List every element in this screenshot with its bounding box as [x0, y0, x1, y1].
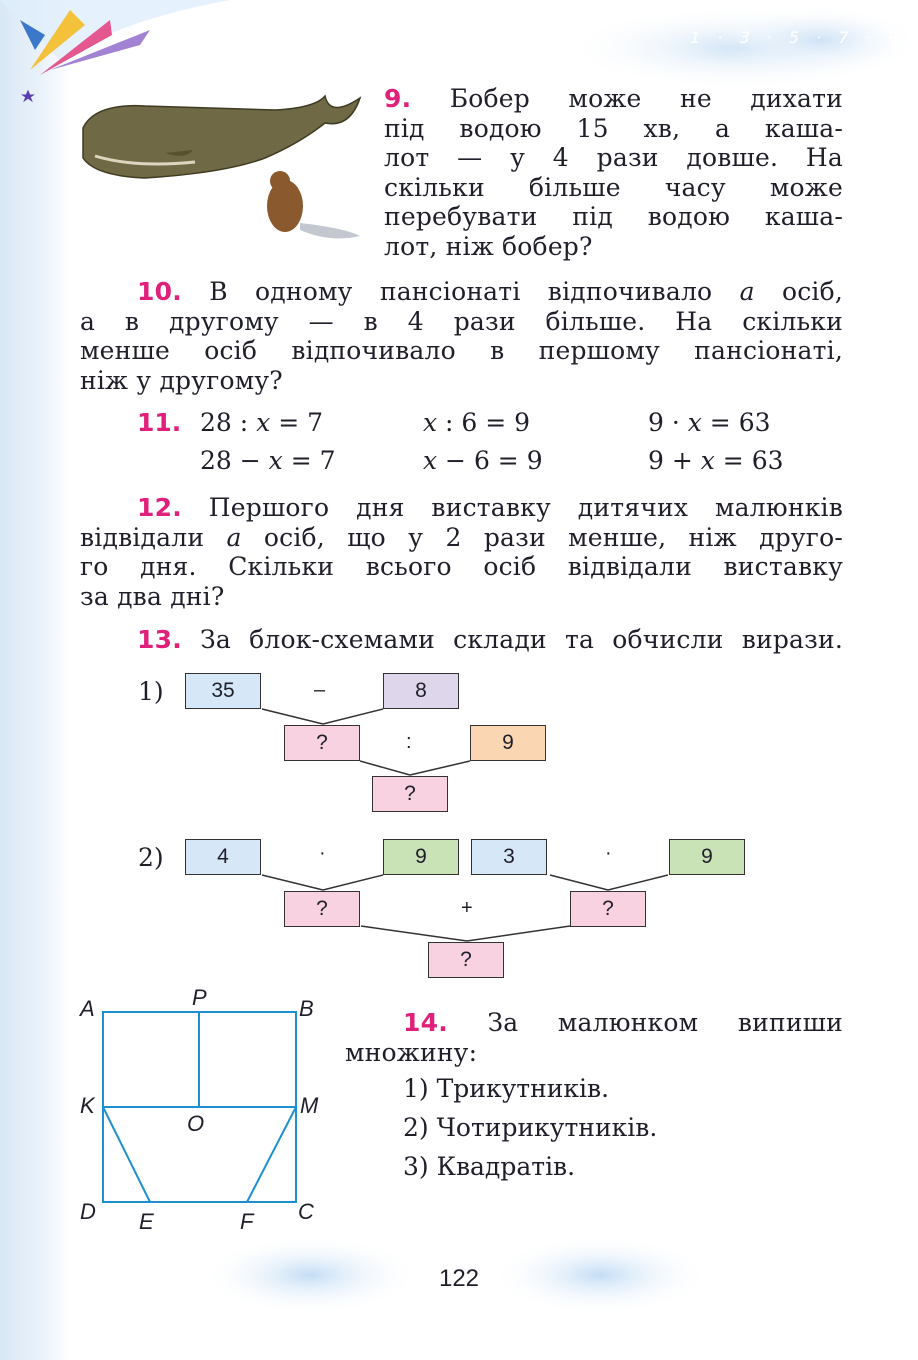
task-text: ніж у другому? [80, 365, 283, 395]
equation: 28 − x = 7 [200, 446, 336, 475]
scheme-2-op-plus: + [461, 897, 473, 919]
point-label-k: K [80, 1093, 95, 1118]
task-text: В одному пансіонаті відпочивало [209, 277, 740, 306]
task-11-number: 11. [137, 408, 182, 437]
point-label-d: D [80, 1199, 96, 1224]
point-label-o: O [187, 1111, 205, 1136]
scheme-1-box-a: 35 [185, 673, 261, 709]
task-number: 9. [384, 84, 412, 113]
point-label-a: A [80, 996, 95, 1021]
equation: x − 6 = 9 [423, 446, 543, 475]
task-text: під водою 15 хв, а каша- [384, 113, 843, 143]
task-text: множину: [345, 1037, 478, 1067]
task-number: 12. [137, 493, 182, 522]
task-text: лот, ніж бобер? [384, 231, 593, 261]
scheme-2-op-multiply-2: · [605, 842, 612, 864]
scheme-2-result: ? [428, 942, 504, 978]
task-number: 13. [137, 625, 182, 654]
scheme-1-op-divide: : [406, 731, 412, 753]
page-number: 122 [438, 1265, 480, 1292]
variable: a [739, 277, 755, 306]
equation: 28 : x = 7 [200, 408, 323, 437]
list-item: 3) Квадратів. [403, 1152, 576, 1181]
scheme-2-label: 2) [138, 843, 164, 872]
point-label-e: E [139, 1209, 154, 1234]
task-text: а в другому — в 4 рази більше. На скільки [80, 306, 843, 336]
scheme-2-op-multiply-1: · [319, 842, 326, 864]
task-text: менше осіб відпочивало в першому пансіонаті, [80, 336, 843, 365]
point-label-m: M [300, 1093, 319, 1118]
task-text: осіб, [754, 277, 844, 306]
list-item: 1) Трикутників. [403, 1074, 610, 1103]
task-text: Першого дня виставку дитячих малюнків [208, 493, 843, 522]
scheme-2-box-b: 9 [383, 839, 459, 875]
scheme-1-result: ? [372, 776, 448, 812]
point-label-p: P [192, 985, 207, 1010]
scheme-2-right: ? [570, 891, 646, 927]
deco-digits: 1 · 3 · 5 · 7 · 9 [690, 28, 904, 47]
task-14-line-1 [345, 1008, 843, 1038]
scheme-1-op-minus: – [314, 679, 326, 701]
task-text: лот — у 4 рази довше. На [384, 143, 843, 172]
scheme-2-box-c: 3 [471, 839, 547, 875]
task-12-line-2: відвідали a осіб, що у 2 рази менше, ніж друго- [80, 522, 843, 552]
task-text: За блок-схемами склади та обчисли вирази. [200, 625, 843, 654]
equation: x : 6 = 9 [423, 408, 531, 437]
scheme-1-label: 1) [138, 677, 164, 706]
task-14 [345, 1008, 843, 1067]
task-number: 10. [137, 277, 182, 306]
point-label-f: F [240, 1209, 254, 1234]
point-label-b: B [299, 996, 314, 1021]
task-text: перебувати під водою каша- [384, 202, 843, 231]
scheme-2-left: ? [284, 891, 360, 927]
scheme-2-box-a: 4 [185, 839, 261, 875]
task-text: скільки більше часу може [384, 172, 843, 202]
task-text: Бобер може не дихати [449, 84, 843, 113]
task-number: 14. [403, 1008, 448, 1037]
task-text: за два дні? [80, 581, 225, 611]
scheme-1-box-d: 9 [470, 725, 546, 761]
equation: 9 · x = 63 [648, 408, 771, 437]
point-label-c: C [298, 1199, 314, 1224]
list-item: 2) Чотирикутників. [403, 1113, 658, 1142]
task-text: го дня. Скільки всього осіб відвідали виставку [80, 552, 843, 581]
scheme-1-box-c: ? [284, 725, 360, 761]
equation: 9 + x = 63 [648, 446, 784, 475]
task-text: За малюнком випиши [487, 1008, 843, 1037]
scheme-1-box-b: 8 [383, 673, 459, 709]
scheme-2-box-d: 9 [669, 839, 745, 875]
